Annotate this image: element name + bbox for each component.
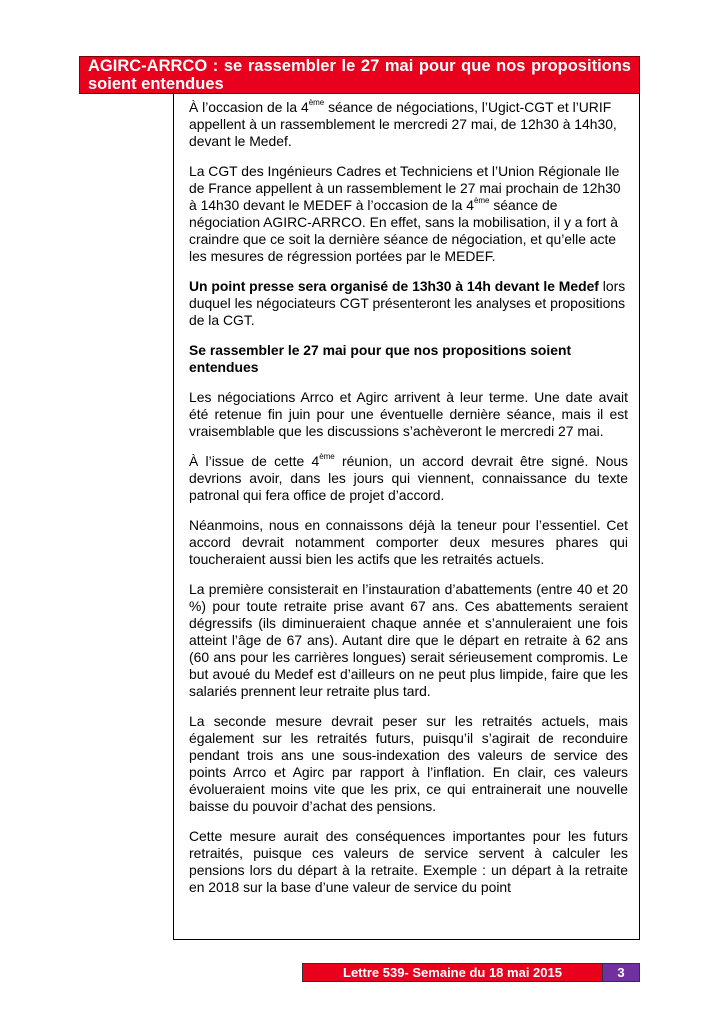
paragraph-9: Cette mesure aurait des conséquences importantes pour les futurs retraités, puisque ces valeurs de service servent à calculer les pensions lors du départ à la retraite. Exemple : un départ à la retraite en 2018 sur la base d’une valeur de service du point xyxy=(189,828,628,895)
ordinal-suffix: ème xyxy=(319,452,335,462)
paragraph-8: La seconde mesure devrait peser sur les retraités actuels, mais également sur les retraités futurs, puisqu’il s’agirait de reconduire pendant trois ans une sous-indexation des valeurs de service des points Arrco et Agirc par rapport à l’inflation. En clair, ces valeurs évolueraient moins vite que les prix, ce qui entrainerait une nouvelle baisse du pouvoir d’achat des pensions. xyxy=(189,713,628,814)
paragraph-2-post: séance de négociation AGIRC-ARRCO. En effet, sans la mobilisation, il y a fort à craindre que ce soit la dernière séance de négociation, et qu’elle acte les mesures de régression portées par le MEDEF. xyxy=(189,197,619,264)
paragraph-1-pre: À l’occasion de la 4 xyxy=(189,99,309,115)
paragraph-3 xyxy=(189,278,628,329)
newsletter-label: Lettre 539- Semaine du 18 mai 2015 xyxy=(303,964,602,981)
paragraph-5 xyxy=(189,453,628,504)
paragraph-5-pre: À l’issue de cette 4 xyxy=(189,453,320,469)
subheading: Se rassembler le 27 mai pour que nos propositions soient entendues xyxy=(189,342,572,375)
paragraph-3-rest: lors duquel les négociateurs CGT présenteront les analyses et propositions de la CGT. xyxy=(189,278,626,328)
paragraph-4: Les négociations Arrco et Agirc arrivent à leur terme. Une date avait été retenue fin juin pour une éventuelle dernière séance, mais il est vraisemblable que les discussions s’achèveront le mercredi 27 mai. xyxy=(189,389,628,439)
paragraph-2-pre: La CGT des Ingénieurs Cadres et Techniciens et l’Union Régionale Ile de France appellent à un rassemblement le 27 mai prochain de 12h30 à 14h30 devant le MEDEF à l’occasion de la 4 xyxy=(189,163,621,213)
ordinal-suffix: ème xyxy=(308,98,325,108)
page-number: 3 xyxy=(602,964,639,981)
paragraph-7: La première consisterait en l’instauration d’abattements (entre 40 et 20 %) pour toute retraite prise avant 67 ans. Ces abattements seraient dégressifs (ils diminueraient chaque année et s’annuleraient une fois atteint l’âge de 67 ans). Autant dire que le départ en retraite à 62 ans (60 ans pour les carrières longues) serait sérieusement compromis. Le but avoué du Medef est d’ailleurs on ne peut plus limpide, faire que les salariés prennent leur retraite plus tard. xyxy=(189,581,628,699)
article-body-box xyxy=(173,94,640,940)
paragraph-5-post: réunion, un accord devrait être signé. Nous devrions avoir, dans les jours qui viennent, connaissance du texte patronal qui fera office de projet d’accord. xyxy=(189,453,629,503)
press-point-bold: Un point presse sera organisé de 13h30 à 14h devant le Medef xyxy=(189,278,599,294)
paragraph-6: Néanmoins, nous en connaissons déjà la teneur pour l’essentiel. Cet accord devrait notamment comporter deux mesures phares qui toucheraient aussi bien les actifs que les retraités actuels. xyxy=(189,517,628,567)
article-header xyxy=(79,56,640,94)
ordinal-suffix: ème xyxy=(473,196,490,206)
article-title: AGIRC-ARRCO : se rassembler le 27 mai pour que nos propositions soient entendues xyxy=(88,57,631,93)
article-body xyxy=(189,99,628,909)
paragraph-1 xyxy=(189,99,628,150)
paragraph-2 xyxy=(189,163,628,265)
paragraph-1-post: séance de négociations, l’Ugict-CGT et l’URIF appellent à un rassemblement le mercredi 27 mai, de 12h30 à 14h30, devant le Medef. xyxy=(189,99,617,149)
page-footer xyxy=(302,963,640,982)
